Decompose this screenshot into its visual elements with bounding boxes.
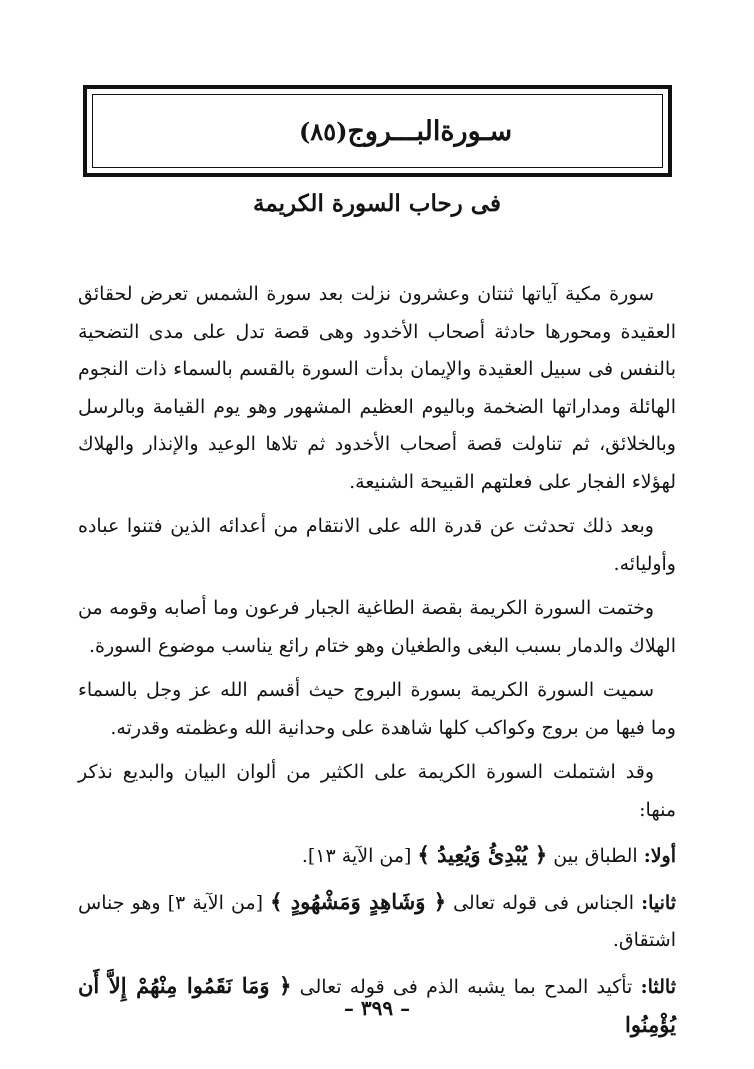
paragraph-revenge: وبعد ذلك تحدثت عن قدرة الله على الانتقام من أعدائه الذين فتنوا عباده وأوليائه. — [78, 515, 676, 575]
paragraph-naming: سميت السورة الكريمة بسورة البروج حيث أقسم الله عز وجل بالسماء وما فيها من بروج وكواكب كلها شاهدة على وحدانية الله وعظمته وقدرته. — [78, 679, 676, 739]
paragraph-intro: سورة مكية آياتها ثنتان وعشرون نزلت بعد سورة الشمس تعرض لحقائق العقيدة ومحورها حادثة أصحاب الأخدود وهى قصة تدل على مدى التضحية بالنفس فى سبيل العقيدة والإيمان بدأت السورة بالقسم بالسماء ذات النجوم الهائلة ومداراتها الضخمة وباليوم العظيم المشهور وهو يوم القيامة وبالرسل وبالخلائق، ثم تناولت قصة أصحاب الأخدود ثم تلاها الوعيد والإنذار والهلاك لهؤلاء الفجار على فعلتهم القبيحة الشنيعة. — [78, 283, 676, 493]
rhetoric-item-2 — [78, 883, 676, 960]
item-lead: ثانيا: — [641, 891, 676, 914]
body-text — [78, 276, 676, 1053]
item-lead: أولا: — [643, 845, 676, 867]
title-frame — [83, 85, 672, 177]
item-text: تأكيد المدح بما يشبه الذم فى قوله تعالى — [291, 975, 641, 998]
item-reference: [من الآية ٣] وهو جناس اشتقاق. — [78, 891, 676, 951]
item-reference: [من الآية ١٣]. — [301, 845, 418, 867]
item-lead: ثالثا: — [640, 975, 676, 998]
item-text: الجناس فى قوله تعالى — [446, 891, 642, 914]
item-text: الطباق بين — [547, 845, 644, 867]
quran-quote: ﴿ يُبْدِئُ وَيُعِيدُ ﴾ — [417, 842, 548, 867]
sura-number: (٨٥) — [298, 116, 348, 146]
rhetoric-item-1 — [78, 836, 676, 876]
paragraph-ending: وختمت السورة الكريمة بقصة الطاغية الجبار فرعون وما أصابه وقومه من الهلاك والدمار بسبب البغى والطغيان وهو ختام رائع يناسب موضوع السورة. — [78, 597, 676, 657]
paragraph-rhetoric: وقد اشتملت السورة الكريمة على الكثير من ألوان البيان والبديع نذكر منها: — [78, 761, 676, 821]
title-inner-frame — [92, 94, 663, 168]
section-subtitle: فى رحاب السورة الكريمة — [253, 190, 501, 217]
quran-quote: ﴿ وَمَا نَقَمُوا مِنْهُمْ إِلاَّ أَن يُؤْمِنُوا — [78, 972, 676, 1037]
quran-quote: ﴿ وَشَاهِدٍ وَمَشْهُودٍ ﴾ — [270, 888, 447, 914]
sura-name: سـورةالبـــروج — [347, 115, 513, 147]
page-number: – ٣٩٩ – — [343, 996, 411, 1020]
